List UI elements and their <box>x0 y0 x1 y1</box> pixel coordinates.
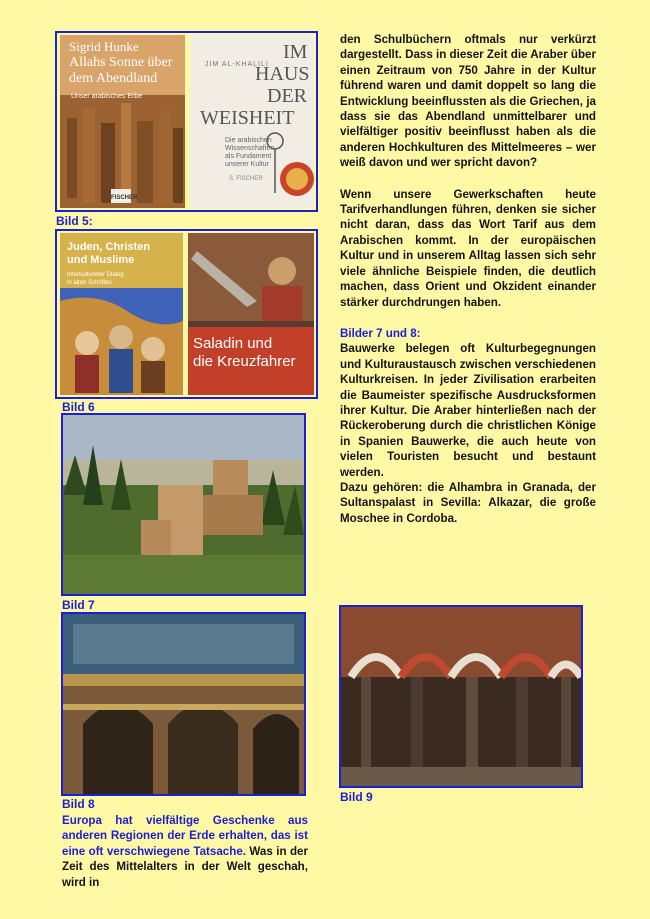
paragraph-tarif: Wenn unsere Gewerkschaften heute Tarifverhandlungen führen, denken sie sicher nicht daran, dass das Wort Tarif aus dem Arabischen kommt. In der europäischen Kultur und in unserem Alltag lassen sich sehr viele ähnliche Beispiele finden, die deutlich machen, dass Orient und Okzident einander stärker durchdrungen haben. <box>340 187 596 309</box>
bild5-book1-author: Sigrid Hunke <box>69 39 139 54</box>
bild6-book1-title-line2: und Muslime <box>67 254 135 266</box>
text-mittelalter: Was in der Zeit des Mittelalters in der Welt geschah, wird in <box>62 844 308 889</box>
paragraph-dazu-gehoeren: Dazu gehören: die Alhambra in Granada, der Sultanspalast in Sevilla: Alkazar, die große Moschee in Cordoba. <box>340 480 596 525</box>
bild6-image <box>55 229 318 399</box>
bild9-caption: Bild 9 <box>340 790 373 804</box>
bild5-book2-sub-line3: als Fundament <box>225 153 272 160</box>
bild7-caption: Bild 7 <box>62 598 95 612</box>
highlight-europa-geschenke: Europa hat vielfältige Geschenke aus anderen Regionen der Erde erhalten, das ist eine oft verschwiegene Tatsache. <box>62 814 308 858</box>
heading-bilder-7-8: Bilder 7 und 8: <box>340 326 421 340</box>
bild5-book2-author: JIM AL-KHALILI <box>205 61 269 68</box>
bild6-book1-sub-line1: Interkultureller Dialog <box>67 272 124 278</box>
bild5-caption: Bild 5: <box>56 214 93 228</box>
bild5-book2-title-line1: IM <box>283 41 308 63</box>
bild5-book2-title-line4: WEISHEIT <box>200 107 295 129</box>
bild6-caption: Bild 6 <box>62 400 95 414</box>
bild6-book1-title-line1: Juden, Christen <box>67 241 151 253</box>
bottom-left-text <box>62 813 308 890</box>
bild7-image <box>61 413 306 596</box>
bild5-book2-sub-line1: Die arabischen <box>225 137 272 144</box>
bild5-image <box>55 31 318 212</box>
bild5-book2-sub-line4: unserer Kultur <box>225 161 269 168</box>
bild5-book1-title-line1: Allahs Sonne über <box>69 55 173 70</box>
bild5-book2-sub-line2: Wissenschaften <box>225 145 275 152</box>
bild6-book2-title-line1: Saladin und <box>193 335 273 352</box>
bild5-book1-subtitle: Unser arabisches Erbe <box>71 93 143 100</box>
paragraph-bauwerke: Bauwerke belegen oft Kulturbegegnungen und Kulturaustausch zwischen verschiedenen Kulturkreisen. In jeder Zivilisation erarbeiten die Baumeister spezifische Ausdrucksformen ihrer Kultur. Die Araber hinterließen nach der Rückeroberung durch die christlichen Könige in Spanien Bauwerke, die auch heute von vielen Touristen besucht und bestaunt werden. <box>340 342 596 479</box>
bild5-book2-publisher: S. FISCHER <box>229 176 263 182</box>
bild9-image <box>339 605 583 788</box>
bild6-book1-sub-line2: in alten Schriften <box>67 280 112 286</box>
paragraph-schulbuecher: den Schulbüchern oftmals nur verkürzt dargestellt. Dass in dieser Zeit die Araber über einen Zeitraum von 750 Jahre in der Kultur führend waren und damit doppelt so lang die Entwicklung beeinflussten als die Griechen, ja dass sie das Abendland unmittelbarer und vielfältiger positiv beeinflusst haben als die anderen Hochkulturen des Mittelmeeres – wer weiß davon und wer spricht davon? <box>340 33 597 170</box>
right-text-column <box>340 32 596 526</box>
bild5-book2-title-line3: DER <box>267 85 307 107</box>
bild8-image <box>61 612 306 796</box>
bild5-book2-title-line2: HAUS <box>255 63 310 85</box>
bild5-book1-title-line2: dem Abendland <box>69 71 158 86</box>
bild6-book2-title-line2: die Kreuzfahrer <box>193 353 296 370</box>
bild5-book1-publisher: FISCHER <box>111 195 138 201</box>
bild8-caption: Bild 8 <box>62 797 95 811</box>
